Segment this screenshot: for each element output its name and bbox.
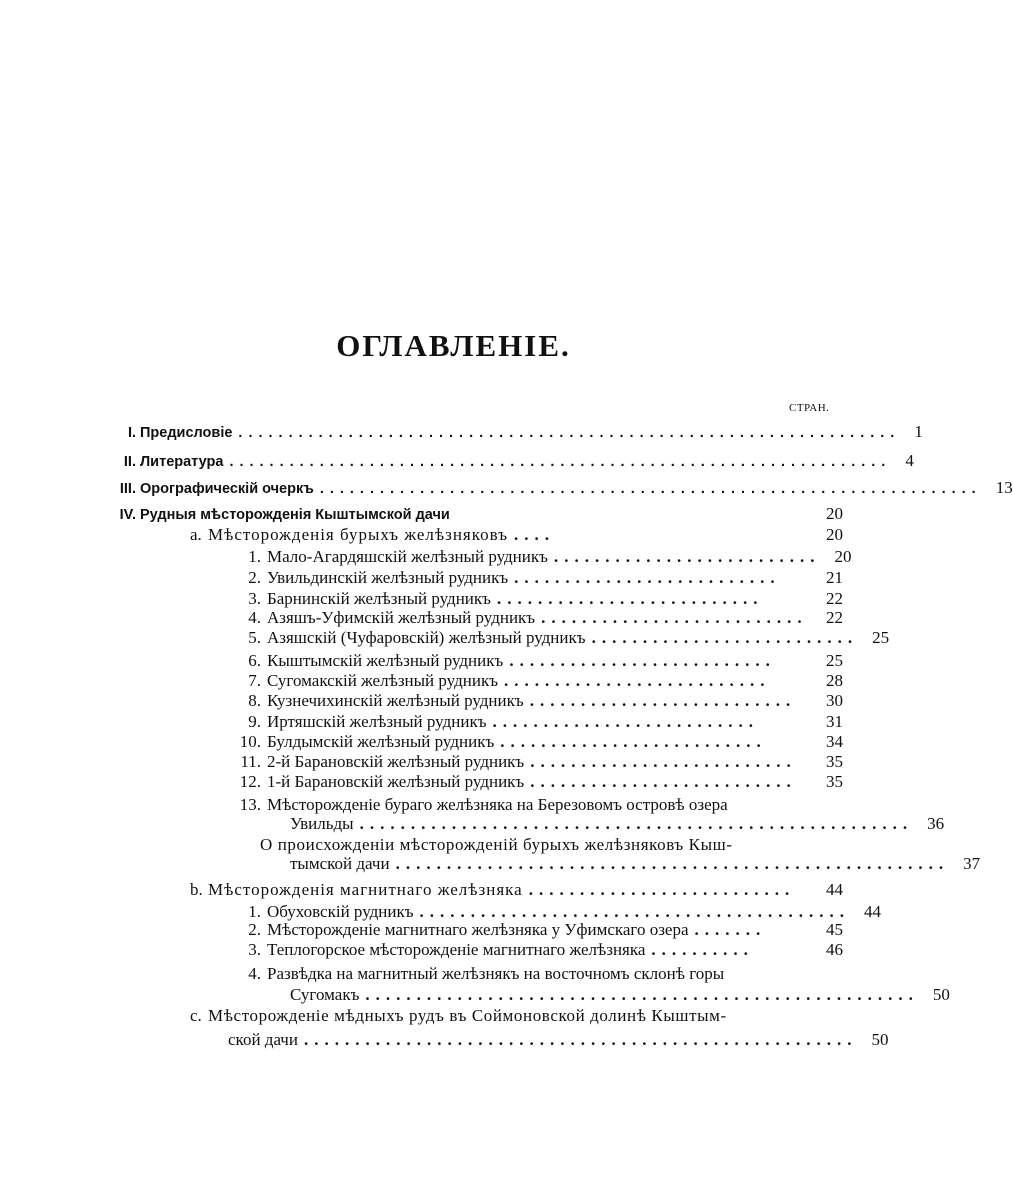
leader-dots: ....: [514, 525, 556, 544]
section-page: 4: [905, 451, 914, 470]
toc-section-3[interactable]: [113, 478, 1013, 499]
leader-dots: ..........................: [553, 547, 821, 566]
item-page: 50: [932, 985, 950, 1004]
leader-dots: ......................................................: [359, 814, 914, 833]
toc-item-a-8[interactable]: [235, 691, 843, 711]
section-page: 1: [914, 422, 923, 441]
item-page: 28: [826, 671, 843, 690]
toc-item-a-7[interactable]: [235, 671, 843, 691]
item-number: 4.: [248, 608, 261, 627]
item-label: Булдымскій желѣзный рудникъ: [267, 732, 495, 751]
item-page: 36: [927, 814, 945, 833]
item-page: 22: [826, 589, 843, 608]
item-label: Теплогорское мѣсторожденіе магнитнаго желѣзняка: [267, 940, 646, 959]
item-label: Мѣсторожденіе магнитнаго желѣзняка у Уфимскаго озера: [267, 920, 689, 939]
toc-item-a-10[interactable]: [235, 732, 843, 752]
item-label: Барнинскій желѣзный рудникъ: [267, 589, 491, 608]
item-label: Кузнечихинскій желѣзный рудникъ: [267, 691, 524, 710]
item-number: 4.: [248, 964, 261, 983]
item-label-line2: Сугомакъ: [290, 985, 360, 1004]
leader-dots: ..........................: [530, 772, 797, 791]
leader-dots: ..................................................................: [238, 425, 901, 441]
item-label-line2: тымской дачи: [290, 854, 390, 873]
leader-dots: ..........................: [492, 712, 760, 731]
item-label: Увильдинскій желѣзный рудникъ: [267, 568, 509, 587]
item-label: 2-й Барановскій желѣзный рудникъ: [267, 752, 525, 771]
section-number: IV.: [119, 507, 136, 523]
toc-item-b-2[interactable]: [235, 920, 843, 940]
item-label: Сугомакскій желѣзный рудникъ: [267, 671, 499, 690]
item-label: Иртяшскій желѣзный рудникъ: [267, 712, 487, 731]
item-page: 35: [826, 772, 843, 791]
item-page: 37: [963, 854, 981, 873]
toc-subsection-a[interactable]: [190, 525, 843, 545]
leader-dots: ......................................................: [395, 854, 950, 873]
item-label: 1-й Барановскій желѣзный рудникъ: [267, 772, 525, 791]
item-number: 11.: [240, 752, 261, 771]
item-page: 35: [826, 752, 843, 771]
toc-item-a-6[interactable]: [235, 651, 843, 671]
item-label-line1: О происхожденіи мѣсторожденій бурыхъ желѣзняковъ Кыш-: [260, 835, 733, 854]
section-label: Литература: [140, 454, 224, 470]
leader-dots: ..................................................................: [229, 454, 892, 470]
subsection-letter: b.: [190, 880, 203, 899]
item-number: 13.: [239, 795, 261, 814]
item-number: 9.: [248, 712, 261, 731]
leader-dots: ..........................: [504, 671, 771, 690]
item-page: 46: [826, 940, 843, 959]
section-label: Орографическій очеркъ: [140, 481, 314, 497]
item-page: 25: [872, 628, 890, 647]
item-page: 34: [826, 732, 843, 751]
subsection-letter: c.: [190, 1006, 202, 1025]
item-number: 7.: [248, 671, 261, 690]
item-number: 8.: [248, 691, 261, 710]
toc-item-a-5[interactable]: [235, 628, 890, 648]
page-column-label: СТРАН.: [789, 402, 830, 414]
toc-item-a-2[interactable]: [235, 568, 843, 588]
leader-dots: .......: [694, 920, 767, 939]
toc-section-4[interactable]: [113, 504, 843, 525]
section-number: II.: [123, 454, 136, 470]
section-page: 20: [826, 504, 843, 523]
item-page: 44: [864, 902, 882, 921]
subsection-label-line1: Мѣсторожденіе мѣдныхъ рудъ въ Соймоновской долинѣ Кыштым-: [208, 1006, 727, 1025]
leader-dots: ......................................................: [365, 985, 919, 1004]
toc-item-a-4[interactable]: [235, 608, 843, 628]
page-title: ОГЛАВЛЕНІЕ.: [336, 328, 571, 363]
toc-section-1[interactable]: [113, 422, 923, 443]
section-number: I.: [127, 425, 136, 441]
item-label: Кыштымскій желѣзный рудникъ: [267, 651, 504, 670]
section-label: Рудныя мѣсторожденія Кыштымской дачи: [140, 507, 450, 523]
item-number: 3.: [248, 940, 261, 959]
leader-dots: ..........................: [528, 880, 796, 899]
item-label: Азяшскій (Чуфаровскій) желѣзный рудникъ: [267, 628, 586, 647]
subsection-page: 44: [826, 880, 843, 899]
subsection-label: Мѣсторожденія бурыхъ желѣзняковъ: [208, 525, 509, 544]
subsection-page: 20: [826, 525, 843, 544]
item-number: 12.: [239, 772, 261, 791]
item-number: 2.: [248, 920, 261, 939]
toc-item-a-11[interactable]: [235, 752, 843, 772]
item-page: 45: [826, 920, 843, 939]
item-label: Азяшъ-Уфимскій желѣзный рудникъ: [267, 608, 536, 627]
item-page: 20: [834, 547, 852, 566]
item-number: 1.: [248, 902, 261, 921]
section-page: 13: [995, 478, 1013, 497]
toc-item-a-9[interactable]: [235, 712, 843, 732]
subsection-label-line2: ской дачи: [228, 1030, 298, 1049]
toc-item-b-1[interactable]: [235, 902, 882, 922]
leader-dots: ..........................................: [419, 902, 851, 921]
toc-item-b-3[interactable]: [235, 940, 843, 960]
leader-dots: ..................................................................: [319, 481, 982, 497]
leader-dots: ..........................: [496, 589, 764, 608]
item-label-line2: Увильды: [290, 814, 354, 833]
item-number: 10.: [239, 732, 261, 751]
item-page: 25: [826, 651, 843, 670]
subsection-letter: a.: [190, 525, 202, 544]
item-page: 31: [826, 712, 843, 731]
item-number: 2.: [248, 568, 261, 587]
item-page: 21: [826, 568, 843, 587]
subsection-page: 50: [871, 1030, 889, 1049]
toc-item-a-3[interactable]: [235, 589, 843, 609]
leader-dots: ..........................: [530, 752, 797, 771]
leader-dots: ..........................: [541, 608, 808, 627]
leader-dots: ..........: [651, 940, 754, 959]
leader-dots: ..........................: [591, 628, 859, 647]
item-page: 22: [826, 608, 843, 627]
item-page: 30: [826, 691, 843, 710]
leader-dots: ..........................: [514, 568, 781, 587]
subsection-label: Мѣсторожденія магнитнаго желѣзняка: [208, 880, 523, 899]
toc-item-a-12[interactable]: [235, 772, 843, 792]
leader-dots: ..........................: [509, 651, 776, 670]
toc-subsection-b[interactable]: [190, 880, 843, 900]
item-label-line1: Мѣсторожденіе бураго желѣзняка на Березовомъ островѣ озера: [267, 795, 728, 814]
toc-section-2[interactable]: [113, 451, 914, 472]
section-label: Предисловіе: [140, 425, 233, 441]
section-number: III.: [119, 481, 136, 497]
item-label: Мало-Агардяшскій желѣзный рудникъ: [267, 547, 548, 566]
item-label-line1: Развѣдка на магнитный желѣзнякъ на восточномъ склонѣ горы: [267, 964, 725, 983]
leader-dots: ..........................: [529, 691, 797, 710]
item-number: 1.: [248, 547, 261, 566]
item-number: 5.: [248, 628, 261, 647]
toc-item-a-1[interactable]: [235, 547, 852, 567]
item-number: 3.: [248, 589, 261, 608]
item-number: 6.: [248, 651, 261, 670]
leader-dots: ..........................: [500, 732, 767, 751]
leader-dots: ......................................................: [303, 1030, 858, 1049]
item-label: Обуховскій рудникъ: [267, 902, 414, 921]
